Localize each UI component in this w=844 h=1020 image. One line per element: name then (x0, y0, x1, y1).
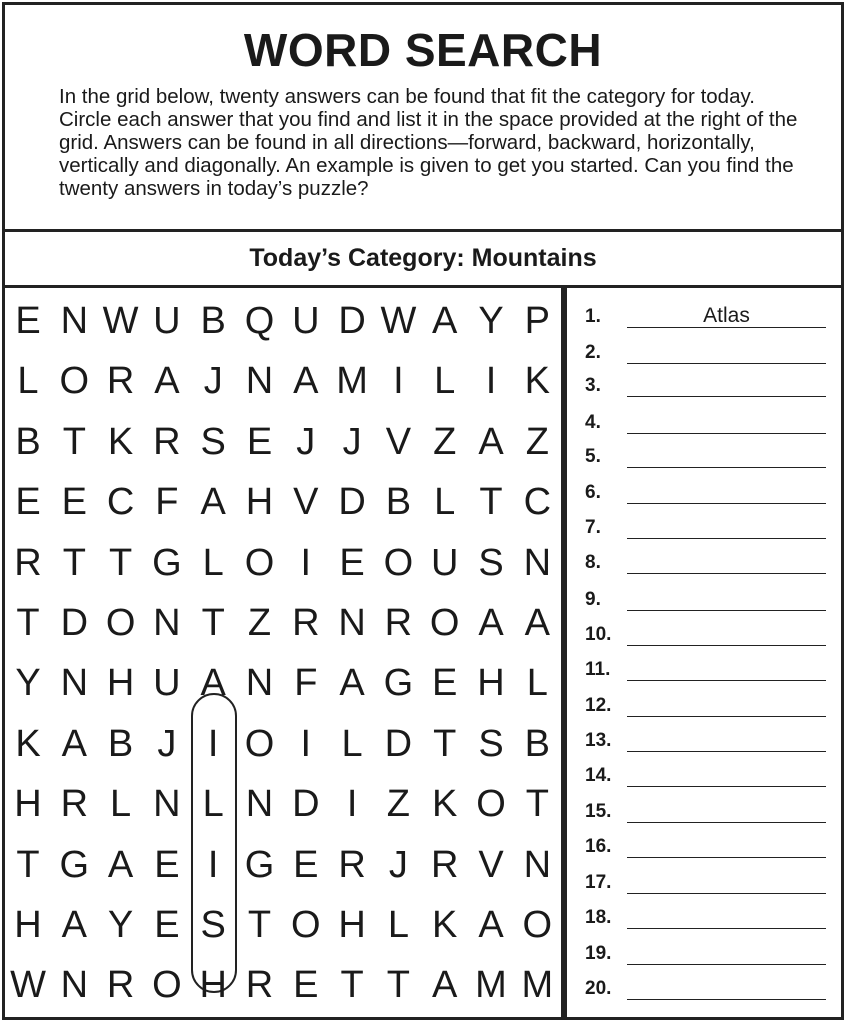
grid-cell[interactable]: A (478, 602, 504, 644)
grid-cell[interactable]: E (154, 843, 180, 886)
grid-cell[interactable]: Y (15, 662, 41, 705)
grid-cell[interactable]: N (60, 662, 89, 705)
answer-number: 10. (585, 624, 612, 645)
answer-row (567, 797, 844, 827)
grid-cell[interactable]: W (380, 300, 417, 342)
grid-cell[interactable]: K (432, 904, 458, 946)
answer-number: 9. (585, 589, 601, 610)
grid-cell[interactable]: B (200, 300, 226, 342)
grid-cell[interactable]: I (207, 722, 219, 765)
grid-cell[interactable]: S (200, 420, 226, 463)
grid-cell[interactable]: A (107, 843, 134, 886)
grid-cell[interactable]: O (152, 964, 182, 1007)
grid-cell[interactable]: R (14, 541, 42, 584)
answer-row (567, 442, 844, 472)
grid-cell[interactable]: A (61, 722, 87, 765)
answer-row (567, 408, 844, 438)
grid-cell[interactable]: H (477, 662, 505, 705)
grid-cell[interactable]: E (293, 964, 319, 1007)
grid-cell[interactable]: R (60, 783, 89, 826)
grid-cell[interactable]: U (153, 662, 181, 705)
grid-cell[interactable]: K (524, 360, 550, 403)
grid-cell[interactable]: L (526, 662, 548, 705)
grid-cell[interactable]: T (433, 722, 457, 765)
answer-blank-line (627, 363, 826, 364)
puzzle-header (5, 5, 841, 232)
answer-row (567, 832, 844, 862)
puzzle-frame (2, 2, 844, 1020)
grid-cell[interactable]: T (247, 904, 272, 946)
answer-blank-line (627, 433, 826, 434)
grid-cell[interactable]: H (14, 904, 42, 946)
grid-cell[interactable]: I (300, 722, 312, 765)
grid-cell[interactable]: S (200, 904, 226, 946)
answer-row (567, 691, 844, 721)
grid-cell[interactable]: L (387, 904, 409, 946)
grid-cell[interactable]: T (62, 420, 86, 463)
answer-number: 7. (585, 517, 601, 538)
answer-number: 3. (585, 375, 601, 396)
grid-cell[interactable]: H (14, 783, 42, 826)
grid-cell[interactable]: G (59, 843, 90, 886)
grid-cell[interactable]: F (155, 481, 179, 524)
grid-cell[interactable]: D (60, 602, 89, 644)
grid-cell[interactable]: Z (247, 602, 272, 644)
answer-blank-line (627, 857, 826, 858)
grid-cell[interactable]: O (429, 602, 460, 644)
grid-cell[interactable]: M (336, 360, 368, 403)
grid-cell[interactable]: J (296, 420, 316, 463)
category-label: Today’s Category: Mountains (249, 244, 597, 272)
grid-cell[interactable]: Z (433, 420, 457, 463)
grid-cell[interactable]: A (478, 904, 504, 946)
grid-cell[interactable]: T (479, 481, 503, 524)
grid-cell[interactable]: O (476, 783, 506, 826)
answer-row (567, 513, 844, 543)
grid-cell[interactable]: Z (525, 420, 549, 463)
answer-number: 13. (585, 730, 612, 751)
grid-cell[interactable]: E (246, 420, 273, 463)
answer-row (567, 761, 844, 791)
answer-row (567, 726, 844, 756)
grid-cell[interactable]: K (15, 722, 41, 765)
grid-cell[interactable]: T (340, 964, 364, 1007)
answer-blank-line (627, 786, 826, 787)
grid-cell[interactable]: T (16, 843, 40, 886)
grid-cell[interactable]: A (154, 360, 180, 403)
grid-cell[interactable]: D (292, 783, 320, 826)
grid-cell[interactable]: S (478, 722, 504, 765)
answer-row (567, 338, 844, 368)
grid-cell[interactable]: G (152, 541, 182, 584)
answer-number: 5. (585, 446, 601, 467)
answer-number: 8. (585, 552, 601, 573)
puzzle-title: WORD SEARCH (243, 24, 603, 76)
grid-cell[interactable]: Y (478, 300, 504, 342)
grid-cell[interactable]: R (245, 964, 274, 1007)
answer-number: 18. (585, 907, 612, 928)
answer-number: 11. (585, 659, 611, 680)
answer-blank-line (627, 964, 826, 965)
grid-cell[interactable]: T (62, 541, 86, 584)
answer-row (567, 903, 844, 933)
answer-number: 12. (585, 695, 612, 716)
grid-cell[interactable]: N (153, 602, 181, 644)
answer-blank-line (627, 893, 826, 894)
grid-cell[interactable]: J (342, 420, 362, 463)
grid-cell[interactable]: F (294, 662, 318, 705)
answer-number: 19. (585, 943, 612, 964)
grid-cell[interactable]: V (293, 481, 319, 524)
grid-cell[interactable]: N (60, 300, 89, 342)
grid-cell[interactable]: U (292, 300, 320, 342)
grid-cell[interactable]: T (525, 783, 549, 826)
grid-cell[interactable]: T (201, 602, 225, 644)
answer-number: 17. (585, 872, 612, 893)
grid-cell[interactable]: J (388, 843, 408, 886)
grid-cell[interactable]: O (244, 722, 275, 765)
answer-blank-line (627, 396, 826, 397)
grid-cell[interactable]: O (59, 360, 90, 403)
answer-number: 2. (585, 342, 601, 363)
grid-cell[interactable]: R (384, 602, 413, 644)
grid-cell[interactable]: M (521, 964, 554, 1007)
answer-blank-line (627, 645, 826, 646)
grid-cell[interactable]: A (61, 904, 87, 946)
grid-cell[interactable]: M (475, 964, 507, 1007)
answer-blank-line (627, 999, 826, 1000)
grid-cell[interactable]: A (432, 300, 458, 342)
answer-blank-line (627, 538, 826, 539)
answer-blank-line (627, 610, 826, 611)
grid-cell[interactable]: G (244, 843, 275, 886)
answer-blank-line (627, 928, 826, 929)
grid-cell[interactable]: E (61, 481, 87, 524)
grid-cell[interactable]: E (15, 300, 41, 342)
grid-cell[interactable]: H (199, 964, 227, 1007)
grid-cell[interactable]: D (384, 722, 413, 765)
grid-cell[interactable]: L (434, 481, 456, 524)
grid-cell[interactable]: A (293, 360, 319, 403)
grid-cell[interactable]: N (338, 602, 366, 644)
answer-blank-line (627, 716, 826, 717)
grid-cell[interactable]: T (16, 602, 40, 644)
grid-cell[interactable]: Y (107, 904, 134, 946)
answer-blank-line (627, 467, 826, 468)
grid-cell[interactable]: W (102, 300, 139, 342)
answer-row (567, 939, 844, 969)
grid-cell[interactable]: N (523, 541, 552, 584)
grid-cell[interactable]: R (292, 602, 320, 644)
grid-cell[interactable]: E (432, 662, 458, 705)
answer-number: 15. (585, 801, 612, 822)
grid-cell[interactable]: L (202, 541, 224, 584)
grid-cell[interactable]: D (338, 481, 366, 524)
grid-cell[interactable]: B (524, 722, 550, 765)
grid-cell[interactable]: R (106, 964, 135, 1007)
grid-cell[interactable]: Q (244, 300, 275, 342)
grid-cell[interactable]: A (432, 964, 458, 1007)
answer-number: 4. (585, 412, 601, 433)
answer-number: 6. (585, 482, 601, 503)
category-bar (5, 232, 841, 288)
grid-cell[interactable]: A (200, 481, 226, 524)
answer-row (567, 620, 844, 650)
grid-cell[interactable]: I (485, 360, 497, 403)
grid-cell[interactable]: R (430, 843, 459, 886)
grid-cell[interactable]: A (478, 420, 504, 463)
answer-number: 20. (585, 978, 612, 999)
answer-blank-line (627, 751, 826, 752)
grid-cell[interactable]: H (245, 481, 274, 524)
grid-cell[interactable]: S (478, 541, 504, 584)
grid-cell[interactable]: T (108, 541, 133, 584)
grid-cell[interactable]: L (202, 783, 224, 826)
grid-cell[interactable]: E (15, 481, 41, 524)
grid-cell[interactable]: R (153, 420, 181, 463)
letter-grid (5, 288, 564, 1017)
grid-cell[interactable]: L (17, 360, 39, 403)
answer-number: 16. (585, 836, 612, 857)
grid-cell[interactable]: O (383, 541, 414, 584)
grid-cell[interactable]: E (293, 843, 319, 886)
answer-field[interactable]: Atlas (703, 304, 750, 327)
grid-cell[interactable]: I (346, 783, 358, 826)
answer-blank-line (627, 503, 826, 504)
grid-cell[interactable]: I (207, 843, 219, 886)
grid-cell[interactable]: N (245, 783, 274, 826)
grid-cell[interactable]: C (523, 481, 552, 524)
grid-cell[interactable]: H (338, 904, 366, 946)
answer-row (567, 655, 844, 685)
grid-cell[interactable]: A (200, 662, 226, 705)
grid-cell[interactable]: P (524, 300, 550, 342)
grid-cell[interactable]: L (110, 783, 132, 826)
grid-cell[interactable]: N (60, 964, 89, 1007)
grid-cell[interactable]: T (386, 964, 410, 1007)
grid-cell[interactable]: B (385, 481, 412, 524)
answer-row (567, 585, 844, 615)
answer-number: 1. (585, 306, 601, 327)
grid-cell[interactable]: L (434, 360, 456, 403)
grid-cell[interactable]: A (524, 602, 550, 644)
grid-cell[interactable]: I (393, 360, 404, 403)
grid-cell[interactable]: K (107, 420, 134, 463)
grid-cell[interactable]: C (106, 481, 135, 524)
grid-cell[interactable]: N (523, 843, 552, 886)
answer-blank-line (627, 822, 826, 823)
answer-row (567, 868, 844, 898)
grid-cell[interactable]: I (300, 541, 312, 584)
grid-cell[interactable]: J (203, 360, 223, 403)
grid-cell[interactable]: O (244, 541, 275, 584)
answer-row (567, 974, 844, 1004)
grid-cell[interactable]: L (341, 722, 363, 765)
grid-cell[interactable]: B (15, 420, 41, 463)
grid-cell[interactable]: G (383, 662, 414, 705)
grid-cell[interactable]: N (245, 360, 274, 403)
answer-row (567, 478, 844, 508)
grid-cell[interactable]: V (385, 420, 412, 463)
answer-blank-line (627, 573, 826, 574)
grid-cell[interactable]: V (478, 843, 504, 886)
grid-cell[interactable]: R (106, 360, 135, 403)
grid-cell[interactable]: K (432, 783, 458, 826)
grid-cell[interactable]: D (338, 300, 366, 342)
answer-list (564, 288, 844, 1017)
answer-row (567, 371, 844, 401)
grid-cell[interactable]: O (105, 602, 136, 644)
answer-blank-line (627, 680, 826, 681)
puzzle-instructions: In the grid below, twenty answers can be found that fit the category for today. Circle each answer that you find and list it in the space provided at the right of the grid. Answers can be found in all directions—forward, backward, horizontally, vertically and diagonally. An example is given to get you started. Can you find the twenty answers in today’s puzzle? (59, 85, 798, 200)
answer-row (567, 548, 844, 578)
grid-cell[interactable]: N (153, 783, 181, 826)
grid-cell[interactable]: Z (386, 783, 410, 826)
grid-cell[interactable]: O (522, 904, 553, 946)
grid-cell[interactable]: U (153, 300, 181, 342)
grid-cell[interactable]: A (339, 662, 365, 705)
grid-cell[interactable]: W (10, 964, 46, 1007)
grid-cell[interactable]: J (157, 722, 177, 765)
answer-number: 14. (585, 765, 612, 786)
answer-row (567, 302, 844, 332)
grid-cell[interactable]: U (430, 541, 459, 584)
grid-cell[interactable]: O (291, 904, 321, 946)
grid-cell[interactable]: E (339, 541, 365, 584)
grid-cell[interactable]: R (338, 843, 366, 886)
grid-cell[interactable]: H (106, 662, 135, 705)
grid-cell[interactable]: E (154, 904, 180, 946)
grid-cell[interactable]: N (245, 662, 274, 705)
grid-cell[interactable]: B (107, 722, 134, 765)
